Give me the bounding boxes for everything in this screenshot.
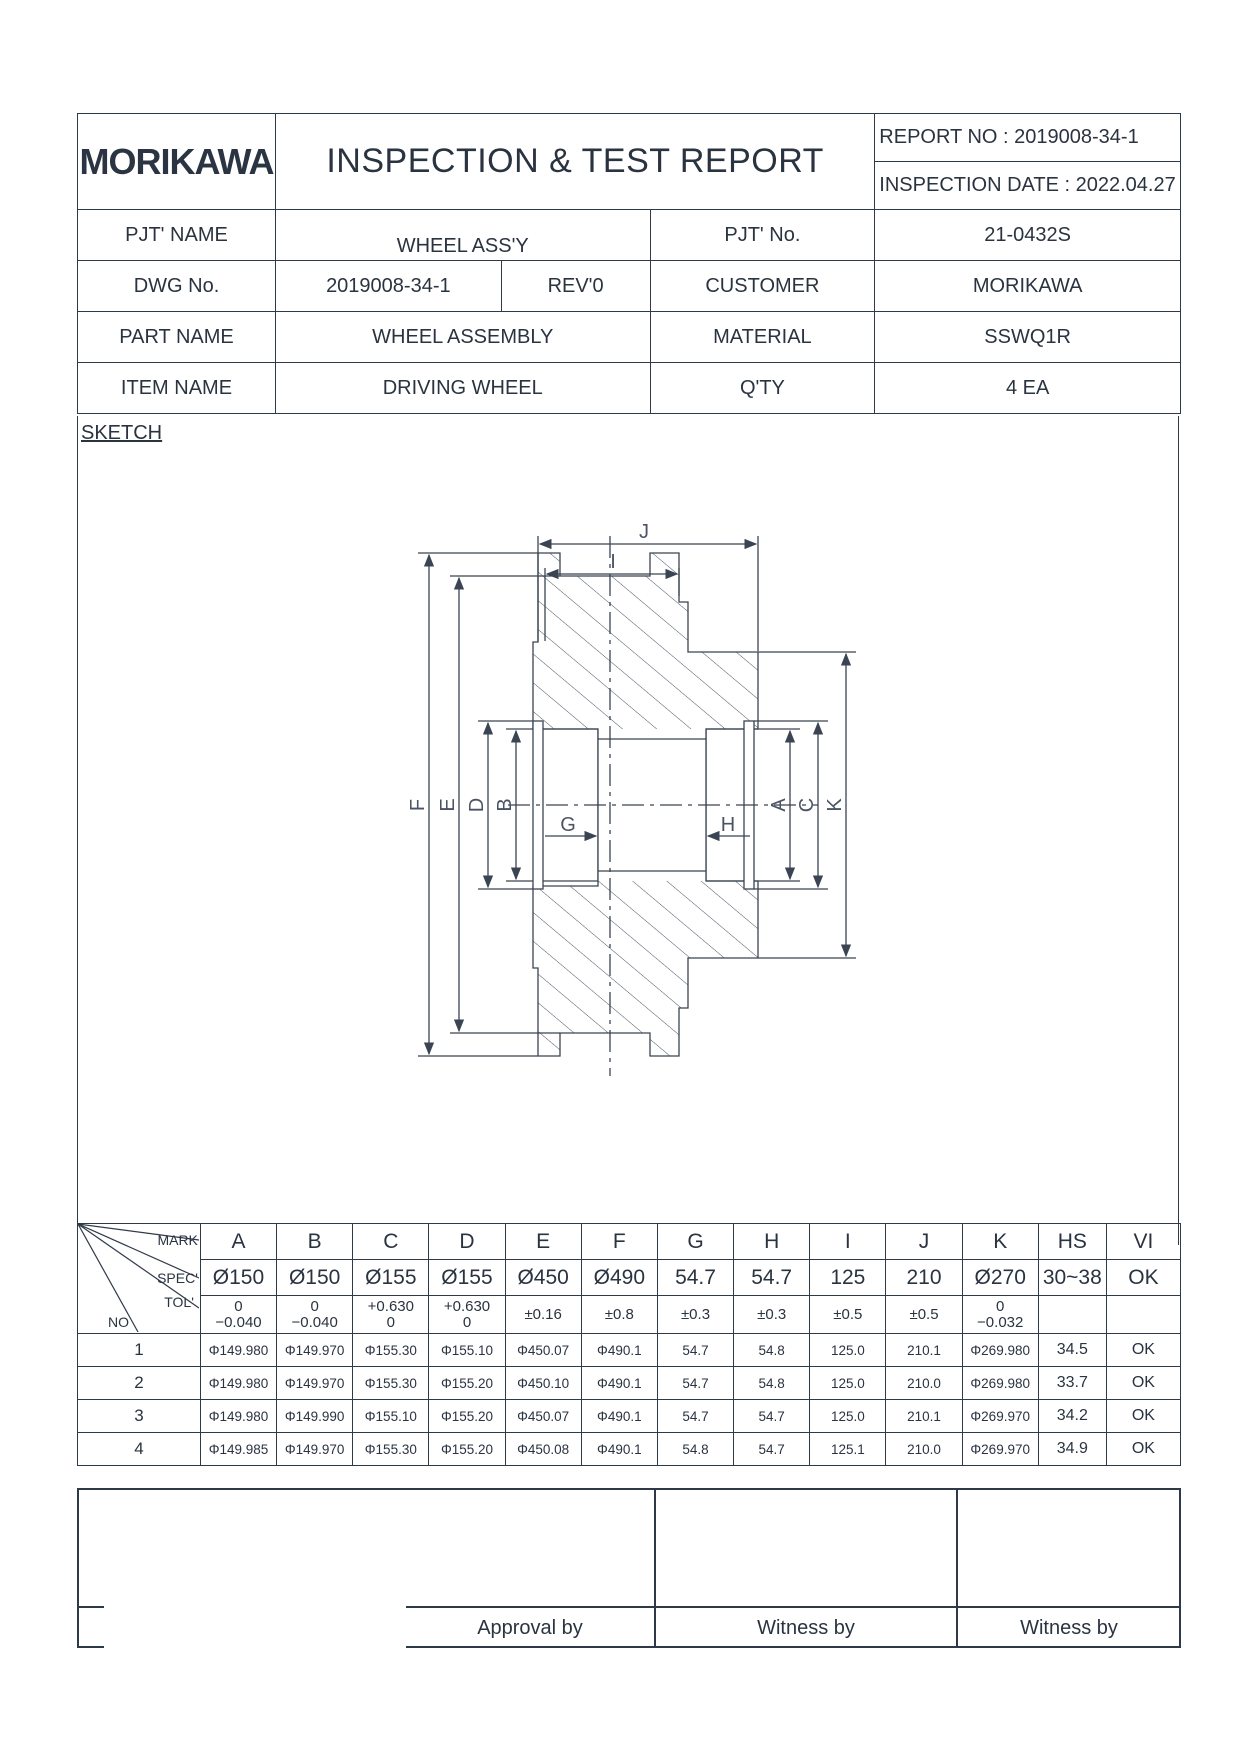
tol-cell [200,1296,276,1334]
measured-value: 210.1 [886,1400,962,1433]
measured-value: Φ269.970 [962,1433,1038,1466]
measured-value: OK [1106,1334,1180,1367]
measured-value: Φ149.985 [200,1433,276,1466]
signature-area [77,1488,1181,1648]
measured-value: 34.2 [1038,1400,1106,1433]
spec-cell: Ø490 [581,1260,657,1296]
dim-label-h: H [720,814,736,836]
tol-cell [962,1296,1038,1334]
spec-cell: 54.7 [734,1260,810,1296]
spec-cell: Ø270 [962,1260,1038,1296]
measured-value: Φ149.980 [200,1334,276,1367]
measured-value: Φ149.970 [277,1433,353,1466]
measured-value: 54.8 [734,1334,810,1367]
mark-d: D [429,1224,505,1260]
spec-cell: 125 [810,1260,886,1296]
logo-cell [78,114,276,210]
tol-cell [810,1296,886,1334]
spec-cell: Ø450 [505,1260,581,1296]
mark-c: C [353,1224,429,1260]
tol-value: +0.630 [367,1297,414,1315]
table-row [78,1400,1181,1433]
spec-cell: Ø155 [429,1260,505,1296]
approval-label: Approval by [477,1617,583,1639]
report-no-label: REPORT NO [879,126,998,148]
company-logo: MORIKAWA [79,140,274,182]
row-number: 2 [78,1367,201,1400]
measured-value: OK [1106,1367,1180,1400]
measured-value: OK [1106,1400,1180,1433]
measured-value: Φ450.07 [505,1400,581,1433]
measured-value: 125.0 [810,1367,886,1400]
measured-value: Φ149.970 [277,1334,353,1367]
measured-value: Φ155.10 [353,1400,429,1433]
measured-value: Φ490.1 [581,1367,657,1400]
tol-value: −0.040 [291,1313,338,1331]
measurement-table [77,1223,1181,1466]
dim-label-a: A [768,798,790,812]
measured-value: Φ269.980 [962,1367,1038,1400]
spec-cell: 30~38 [1038,1260,1106,1296]
measured-value: 54.7 [734,1400,810,1433]
inspection-date-value: 2022.04.27 [1075,174,1176,196]
measured-value: Φ149.980 [200,1400,276,1433]
measured-value: 34.5 [1038,1334,1106,1367]
tol-value: −0.032 [977,1313,1024,1331]
measured-value: OK [1106,1433,1180,1466]
table-row [78,1334,1181,1367]
spec-cell: Ø150 [277,1260,353,1296]
tol-value: 0 [386,1313,395,1331]
qty-value: 4 EA [875,363,1181,414]
sketch-area [77,416,1179,1245]
measured-value: Φ149.980 [200,1367,276,1400]
header-table [77,113,1181,414]
tol-cell [581,1296,657,1334]
measured-value: Φ450.07 [505,1334,581,1367]
measured-value: Φ490.1 [581,1433,657,1466]
tol-value: 0 [462,1313,472,1331]
tol-value: ±0.3 [757,1305,787,1323]
measured-value: Φ490.1 [581,1400,657,1433]
tol-cell [886,1296,962,1334]
measured-value: 125.0 [810,1400,886,1433]
measured-value: 54.8 [657,1433,733,1466]
dim-label-j: J [639,521,649,543]
mark-a: A [200,1224,276,1260]
measurement-rows [78,1334,1181,1466]
material-value: SSWQ1R [875,312,1181,363]
mark-e: E [505,1224,581,1260]
dim-label-g: G [560,814,576,836]
mark-f: F [581,1224,657,1260]
measured-value: Φ269.980 [962,1334,1038,1367]
measured-value: Φ155.30 [353,1433,429,1466]
tol-cell [353,1296,429,1334]
dim-label-k: K [824,798,846,812]
measured-value: 54.7 [657,1400,733,1433]
spec-cell: 210 [886,1260,962,1296]
tol-cell [1106,1296,1180,1334]
witness-label-1: Witness by [757,1617,855,1639]
mark-g: G [657,1224,733,1260]
measured-value: Φ450.08 [505,1433,581,1466]
no-label: NO [108,1314,129,1330]
tol-value: ±0.16 [524,1305,562,1323]
item-name-value: DRIVING WHEEL [275,363,650,414]
tol-value: ±0.8 [604,1305,634,1323]
part-name-value: WHEEL ASSEMBLY [275,312,650,363]
dim-label-b: B [494,798,516,812]
tol-value: 0 [234,1297,243,1315]
title-cell [275,114,874,210]
measured-value: Φ450.10 [505,1367,581,1400]
tol-label: TOL' [164,1294,194,1310]
measured-value: 210.1 [886,1334,962,1367]
tol-cell [657,1296,733,1334]
tol-value: 0 [996,1297,1005,1315]
tol-row [78,1296,1181,1334]
report-no-cell: REPORT NO : 2019008-34-1 [875,114,1181,162]
tol-cell [734,1296,810,1334]
qty-label: Q'TY [650,363,875,414]
measured-value: Φ155.10 [429,1334,505,1367]
dwg-no-label: DWG No. [78,261,276,312]
spec-cell: Ø155 [353,1260,429,1296]
pjt-no-value: 21-0432S [875,210,1181,261]
measured-value: 210.0 [886,1433,962,1466]
mark-label: MARK [157,1232,198,1248]
mark-header-cell [78,1224,201,1334]
inspection-date-cell: INSPECTION DATE : 2022.04.27 [875,162,1181,210]
tol-cell [277,1296,353,1334]
measured-value: Φ149.970 [277,1367,353,1400]
mark-k: K [962,1224,1038,1260]
measured-value: Φ155.20 [429,1400,505,1433]
pjt-name-label: PJT' NAME [78,210,276,261]
measured-value: Φ155.20 [429,1433,505,1466]
spec-cell: Ø150 [200,1260,276,1296]
tol-value: ±0.3 [680,1305,711,1323]
pjt-name-value: WHEEL ASS'Y [275,210,650,261]
material-label: MATERIAL [650,312,875,363]
tol-cell [1038,1296,1106,1334]
measured-value: Φ149.990 [277,1400,353,1433]
measured-value: 33.7 [1038,1367,1106,1400]
tol-value: 0 [310,1297,319,1315]
measured-value: 125.0 [810,1334,886,1367]
table-row [78,1367,1181,1400]
item-name-label: ITEM NAME [78,363,276,414]
dim-label-c: C [796,797,818,813]
mark-j: J [886,1224,962,1260]
row-number: 3 [78,1400,201,1433]
pjt-no-label: PJT' No. [650,210,875,261]
mark-vi: VI [1106,1224,1180,1260]
row-number: 4 [78,1433,201,1466]
spec-row [78,1260,1181,1296]
tol-cell [429,1296,505,1334]
measured-value: 125.1 [810,1433,886,1466]
measured-value: 54.8 [734,1367,810,1400]
witness-label-2: Witness by [1020,1617,1118,1639]
part-name-label: PART NAME [78,312,276,363]
measured-value: 54.7 [657,1334,733,1367]
mark-hs: HS [1038,1224,1106,1260]
measured-value: Φ155.30 [353,1367,429,1400]
measured-value: 210.0 [886,1367,962,1400]
tol-value: ±0.5 [833,1305,863,1323]
spec-cell: OK [1106,1260,1180,1296]
report-frame [77,113,1181,1650]
measured-value: Φ490.1 [581,1334,657,1367]
table-row [78,1433,1181,1466]
sketch-label: SKETCH [81,422,163,444]
mark-b: B [277,1224,353,1260]
customer-label: CUSTOMER [650,261,875,312]
row-number: 1 [78,1334,201,1367]
measured-value: 54.7 [734,1433,810,1466]
dim-label-e: E [437,798,459,812]
report-no-value: 2019008-34-1 [1014,126,1139,148]
spec-cell: 54.7 [657,1260,733,1296]
tol-value: +0.630 [443,1297,491,1315]
dim-label-d: D [466,797,488,813]
tol-value: −0.040 [215,1313,262,1331]
measured-value: 54.7 [657,1367,733,1400]
mark-row [78,1224,1181,1260]
measured-value: Φ155.20 [429,1367,505,1400]
wheel-sketch [78,416,1178,1245]
customer-value: MORIKAWA [875,261,1181,312]
rev-value: REV'0 [501,261,650,312]
dwg-no-value: 2019008-34-1 [275,261,501,312]
measured-value: Φ155.30 [353,1334,429,1367]
dim-label-f: F [407,798,429,812]
tol-value: ±0.5 [909,1305,939,1323]
mark-i: I [810,1224,886,1260]
report-title: INSPECTION & TEST REPORT [326,142,824,180]
tol-cell [505,1296,581,1334]
measured-value: 34.9 [1038,1433,1106,1466]
inspection-date-label: INSPECTION DATE [879,174,1059,196]
measured-value: Φ269.970 [962,1400,1038,1433]
dim-label-i: I [610,551,616,573]
spec-label: SPEC' [157,1270,198,1286]
mark-h: H [734,1224,810,1260]
